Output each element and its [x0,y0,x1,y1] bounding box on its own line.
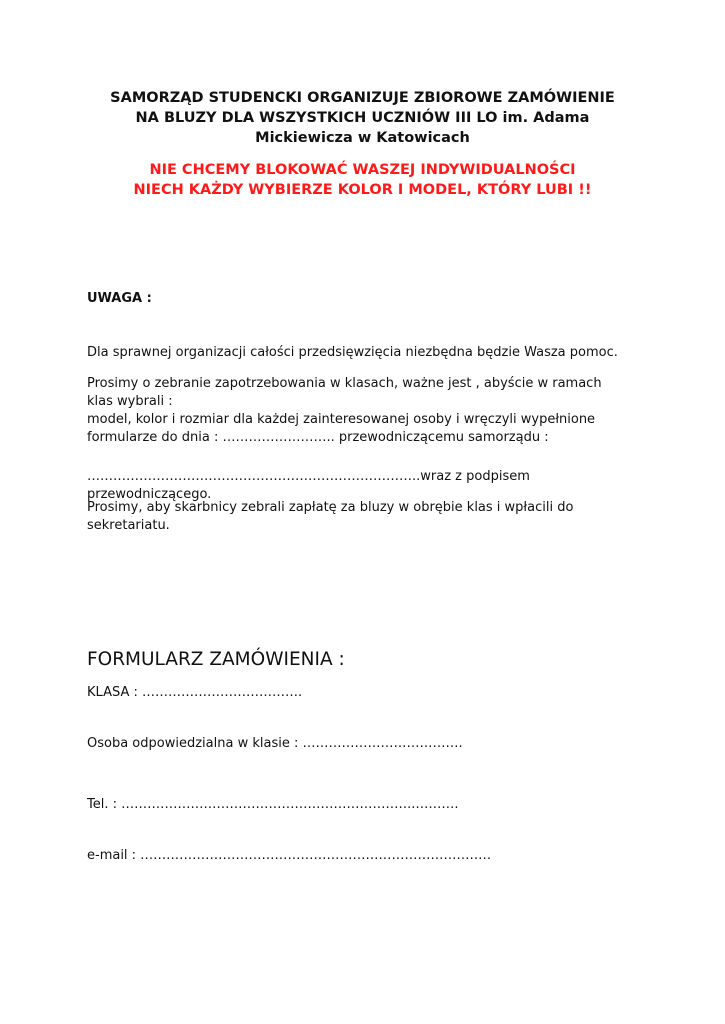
slogan-line-2: NIECH KAŻDY WYBIERZE KOLOR I MODEL, KTÓRY LUBI !! [133,182,592,198]
email-field: e-mail : ……………………………………………………………………… [87,848,492,863]
notice-paragraph-3: …………………………………………………………………..wraz z podpisem przewodniczącego. [87,469,530,502]
responsible-person-field: Osoba odpowiedzialna w klasie : ………………………………. [87,736,463,751]
class-field: KLASA : ………………………………. [87,685,303,700]
notice-paragraph-1: Dla sprawnej organizacji całości przedsięwzięcia niezbędna będzie Wasza pomoc. [87,345,618,360]
notice-label: UWAGA : [87,291,152,306]
notice-paragraph-2 [87,375,647,447]
paragraph-2-line-2: klas wybrali : [87,394,173,409]
title-line-1: SAMORZĄD STUDENCKI ORGANIZUJE ZBIOROWE ZAMÓWIENIE [110,90,615,106]
paragraph-4-line-2: sekretariatu. [87,518,170,533]
document-title [60,88,665,148]
phone-field: Tel. : …………………………………………………………..………. [87,797,459,812]
highlight-slogan [60,160,665,200]
paragraph-4-line-1: Prosimy, aby skarbnicy zebrali zapłatę za bluzy w obrębie klas i wpłacili do [87,500,574,515]
slogan-line-1: NIE CHCEMY BLOKOWAĆ WASZEJ INDYWIDUALNOŚCI [149,162,576,178]
paragraph-2-line-4: formularze do dnia : …………………….. przewodniczącemu samorządu : [87,430,549,445]
title-line-2: NA BLUZY DLA WSZYSTKICH UCZNIÓW III LO im. Adama [135,110,590,126]
notice-paragraph-4 [87,499,647,535]
order-form-title: FORMULARZ ZAMÓWIENIA : [87,649,345,670]
paragraph-2-line-3: model, kolor i rozmiar dla każdej zainteresowanej osoby i wręczyli wypełnione [87,412,596,427]
title-line-3: Mickiewicza w Katowicach [255,130,470,146]
paragraph-2-line-1: Prosimy o zebranie zapotrzebowania w klasach, ważne jest , abyście w ramach [87,376,602,391]
